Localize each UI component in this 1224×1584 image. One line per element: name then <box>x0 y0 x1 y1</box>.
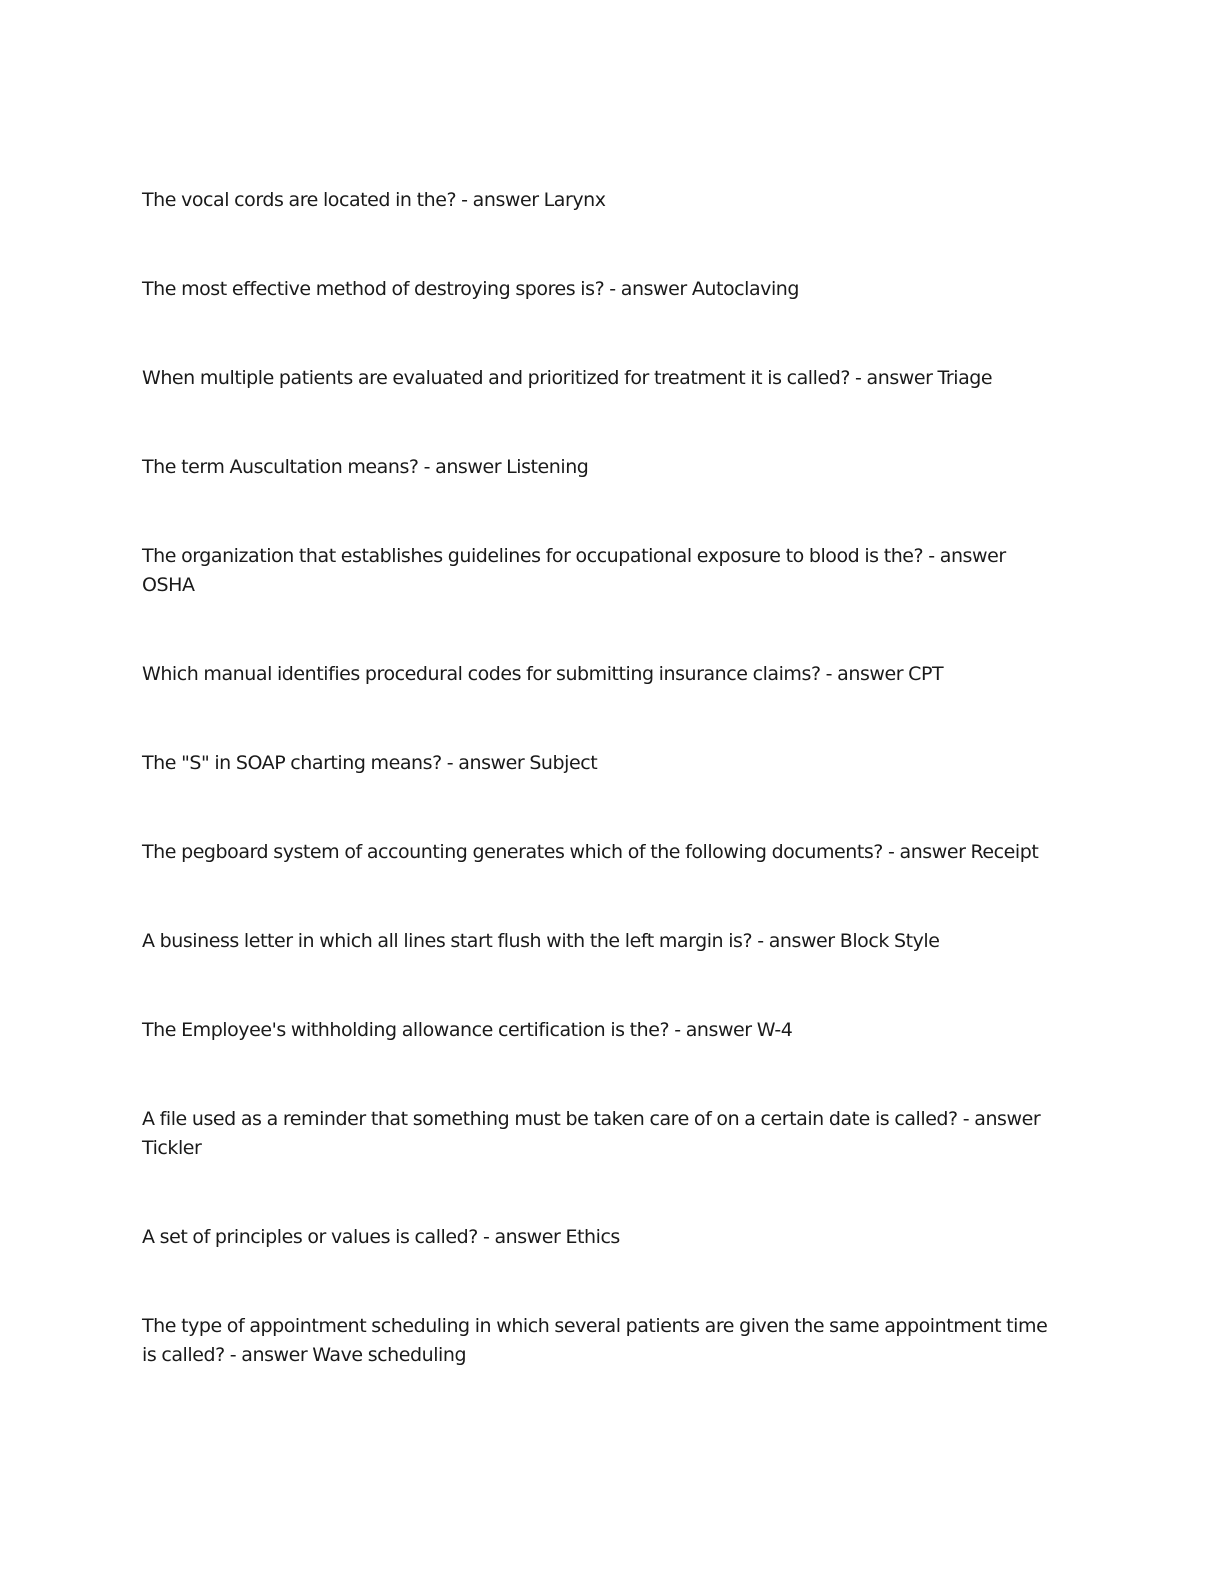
qa-item: When multiple patients are evaluated and prioritized for treatment it is called? - answer Triage <box>142 367 993 389</box>
qa-item: The vocal cords are located in the? - answer Larynx <box>142 189 606 211</box>
qa-item: A set of principles or values is called? - answer Ethics <box>142 1226 620 1248</box>
qa-item: The "S" in SOAP charting means? - answer Subject <box>142 752 598 774</box>
qa-item: The organization that establishes guidelines for occupational exposure to blood is the? - answer OSHA <box>142 545 1006 596</box>
question-answer-list <box>142 186 1062 1430</box>
qa-item: The pegboard system of accounting generates which of the following documents? - answer Receipt <box>142 841 1039 863</box>
qa-item: The Employee's withholding allowance certification is the? - answer W-4 <box>142 1019 793 1041</box>
qa-item: The term Auscultation means? - answer Listening <box>142 456 589 478</box>
qa-item: The most effective method of destroying spores is? - answer Autoclaving <box>142 278 799 300</box>
qa-item: Which manual identifies procedural codes for submitting insurance claims? - answer CPT <box>142 663 944 685</box>
qa-item: The type of appointment scheduling in which several patients are given the same appointment time is called? - answer Wave scheduling <box>142 1315 1048 1366</box>
qa-item: A file used as a reminder that something must be taken care of on a certain date is called? - answer Tickler <box>142 1108 1041 1159</box>
qa-item: A business letter in which all lines start flush with the left margin is? - answer Block Style <box>142 930 940 952</box>
